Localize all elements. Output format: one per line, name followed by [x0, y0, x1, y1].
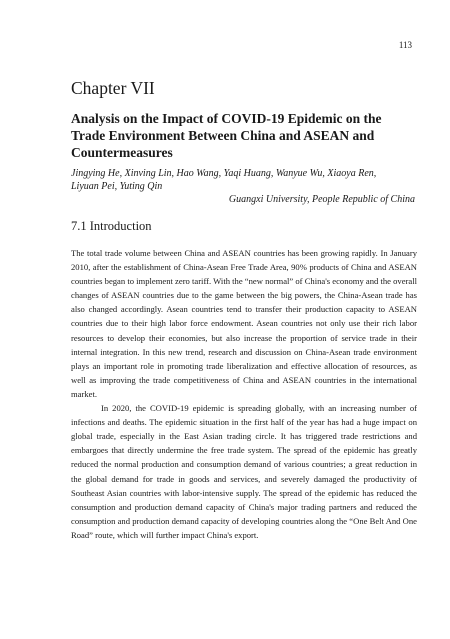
section-heading: 7.1 Introduction — [71, 219, 152, 233]
section-body — [71, 246, 417, 542]
page-number: 113 — [398, 40, 412, 50]
author-list: Jingying He, Xinving Lin, Hao Wang, Yaqi Huang, Wanyue Wu, Xiaoya Ren, Liyuan Pei, Yuting Qin — [71, 168, 377, 192]
body-paragraph: In 2020, the COVID-19 epidemic is spreading globally, with an increasing number of infections and deaths. The epidemic situation in the first half of the year has had a huge impact on global trade, especially in the East Asian trading circle. It has triggered trade restrictions and embargoes that directly undermine the free trade system. The spread of the epidemic has greatly reduced the normal production and consumption demand of various countries; a great reduction in the global demand for trade in goods and services, and severely damaged the productivity of Southeast Asian countries with labor-intensive supply. The spread of the epidemic has reduced the consumption and production demand capacity of China's major trading partners and reduced the consumption and production demand capacity of developing countries along the “One Belt And One Road” route, which will further impact China's export. — [71, 403, 417, 540]
chapter-subtitle: Analysis on the Impact of COVID-19 Epidemic on the Trade Environment Between China and ASEAN and Countermeasures — [71, 111, 382, 160]
chapter-title: Chapter VII — [71, 78, 155, 98]
body-paragraph: The total trade volume between China and ASEAN countries has been growing rapidly. In January 2010, after the establishment of China-Asean Free Trade Area, 90% products of China and ASEAN countries began to implement zero tariff. With the “new normal” of China's economy and the overall changes of ASEAN countries due to the game between the big powers, the China-Asean trade has also changed accordingly. Asean countries tend to transfer their production capacity to ASEAN countries due to their high labor force endowment. Asean countries not only use their rich labor resources to develop their economies, but also increase the proportion of service trade in their internal integration. In this new trend, research and discussion on China-Asean trade environment plays an important role in promoting trade liberalization and effective allocation of resources, as well as improving the trade competitiveness of China and ASEAN countries in the international market. — [71, 248, 417, 399]
author-affiliation: Guangxi University, People Republic of China — [228, 194, 415, 205]
